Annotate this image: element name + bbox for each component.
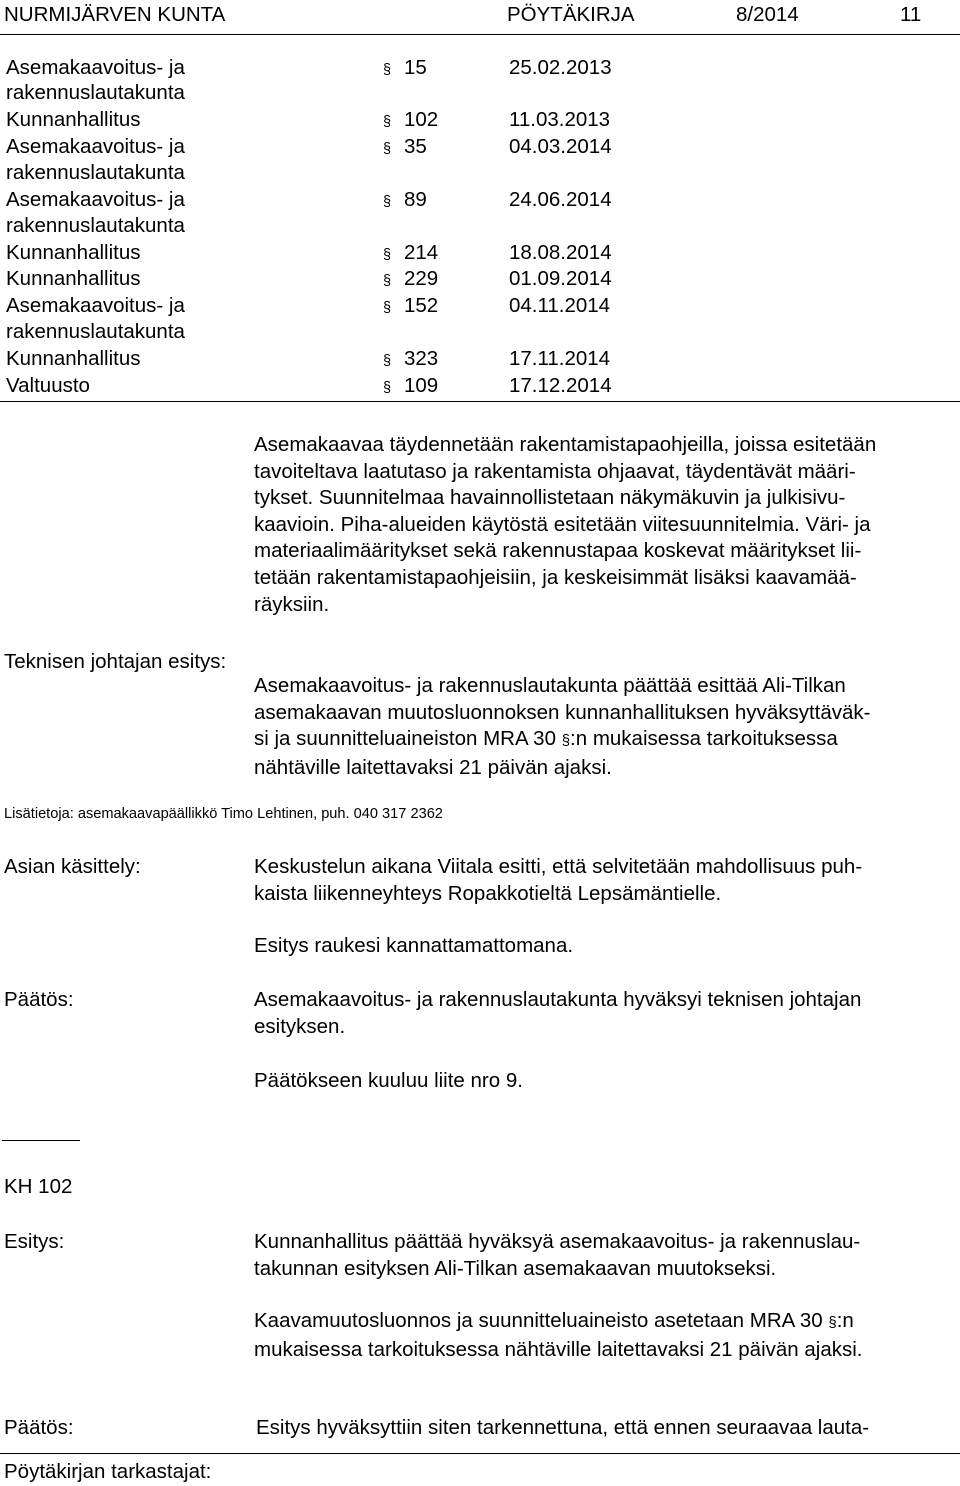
- section-sign: §: [383, 380, 392, 396]
- history-date: 01.09.2014: [509, 267, 612, 290]
- intro-line: tavoiteltava laatutaso ja rakentamista ohjaavat, täydentävät määri-: [254, 459, 856, 483]
- history-body-cont: rakennuslautakunta: [6, 320, 185, 343]
- history-body-cont: rakennuslautakunta: [6, 161, 185, 184]
- esitys-label: Esitys:: [4, 1230, 65, 1253]
- kh-section-heading: KH 102: [4, 1175, 73, 1198]
- proposal-line: Asemakaavoitus- ja rakennuslautakunta päättää esittää Ali-Tilkan: [254, 674, 846, 697]
- history-number: 109: [404, 374, 439, 397]
- header-page-number: 11: [900, 3, 922, 26]
- history-date: 25.02.2013: [509, 56, 612, 79]
- intro-line: kaavioin. Piha-alueiden käytöstä esitetään viitesuunnitelmia. Väri- ja: [254, 512, 871, 536]
- decision2-label: Päätös:: [4, 1416, 74, 1439]
- esitys-line-part: :n: [836, 1309, 854, 1332]
- header-doc-type: PÖYTÄKIRJA: [507, 3, 635, 26]
- section-sign: §: [383, 353, 392, 369]
- header-doc-number: 8/2014: [736, 3, 799, 26]
- proposal-line-part: :n mukaisessa tarkoituksessa: [570, 727, 838, 751]
- history-body: Asemakaavoitus- ja: [6, 188, 185, 211]
- history-number: 15: [404, 56, 427, 79]
- esitys-line-part: Kaavamuutosluonnos ja suunnitteluaineisto asetetaan MRA 30: [254, 1309, 829, 1332]
- history-number: 102: [404, 108, 439, 131]
- history-body: Asemakaavoitus- ja: [6, 56, 185, 79]
- history-body: Asemakaavoitus- ja: [6, 294, 185, 317]
- decision-attachment: Päätökseen kuuluu liite nro 9.: [254, 1069, 523, 1092]
- handling-line: kaista liikenneyhteys Ropakkotieltä Lepsämäntielle.: [254, 881, 722, 905]
- table-rule: [0, 401, 960, 402]
- handling-label: Asian käsittely:: [4, 855, 141, 878]
- header-rule: [0, 34, 960, 35]
- history-number: 89: [404, 188, 427, 211]
- section-sign: §: [383, 300, 392, 316]
- history-number: 35: [404, 135, 427, 158]
- proposal-label: Teknisen johtajan esitys:: [4, 650, 227, 673]
- history-number: 323: [404, 347, 439, 370]
- footer-reviewers-label: Pöytäkirjan tarkastajat:: [4, 1460, 212, 1483]
- history-date: 04.11.2014: [509, 294, 611, 317]
- handling-result: Esitys raukesi kannattamattomana.: [254, 934, 574, 957]
- proposal-line: [254, 726, 871, 755]
- proposal-line: asemakaavan muutosluonnoksen kunnanhallituksen hyväksyttäväk-: [254, 700, 871, 724]
- history-body: Kunnanhallitus: [6, 108, 141, 131]
- history-body-cont: rakennuslautakunta: [6, 214, 185, 237]
- section-separator: [2, 1140, 80, 1141]
- esitys-line: Kunnanhallitus päättää hyväksyä asemakaavoitus- ja rakennuslau-: [254, 1230, 861, 1253]
- intro-line: materiaalimääritykset sekä rakennustapaa koskevat määritykset lii-: [254, 539, 862, 563]
- decision-label: Päätös:: [4, 988, 74, 1011]
- section-sign: §: [383, 141, 392, 157]
- section-sign: §: [383, 62, 392, 78]
- handling-paragraph: [254, 854, 862, 907]
- history-number: 229: [404, 267, 439, 290]
- esitys-line: [254, 1308, 862, 1337]
- section-sign: §: [383, 194, 392, 210]
- history-date: 11.03.2013: [509, 108, 611, 131]
- intro-paragraph: [254, 432, 876, 618]
- proposal-paragraph: [254, 673, 871, 781]
- history-number: 214: [404, 241, 439, 264]
- esitys-line: mukaisessa tarkoituksessa nähtäville laitettavaksi 21 päivän ajaksi.: [254, 1337, 863, 1361]
- esitys-paragraph-2: [254, 1308, 862, 1363]
- decision-line: esityksen.: [254, 1014, 346, 1038]
- decision-line: Asemakaavoitus- ja rakennuslautakunta hyväksyi teknisen johtajan: [254, 988, 862, 1011]
- history-body: Valtuusto: [6, 374, 90, 397]
- intro-line: Asemakaavaa täydennetään rakentamistapaohjeilla, joissa esitetään: [254, 433, 877, 456]
- history-body: Kunnanhallitus: [6, 241, 141, 264]
- section-sign: §: [383, 273, 392, 289]
- info-line: Lisätietoja: asemakaavapäällikkö Timo Lehtinen, puh. 040 317 2362: [4, 806, 443, 822]
- decision-paragraph: [254, 987, 861, 1040]
- handling-line: Keskustelun aikana Viitala esitti, että selvitetään mahdollisuus puh-: [254, 855, 863, 878]
- section-sign: §: [561, 732, 571, 750]
- history-body: Kunnanhallitus: [6, 267, 141, 290]
- esitys-paragraph: [254, 1229, 860, 1282]
- history-body: Asemakaavoitus- ja: [6, 135, 185, 158]
- history-date: 24.06.2014: [509, 188, 612, 211]
- intro-line: tetään rakentamistapaohjeisiin, ja keskeisimmät lisäksi kaavamää-: [254, 565, 857, 589]
- section-sign: §: [828, 1314, 837, 1331]
- history-date: 18.08.2014: [509, 241, 612, 264]
- proposal-line-part: si ja suunnitteluaineiston MRA 30: [254, 727, 562, 751]
- intro-line: räyksiin.: [254, 592, 330, 616]
- history-date: 17.12.2014: [509, 374, 612, 397]
- footer-rule: [0, 1453, 960, 1454]
- section-sign: §: [383, 114, 392, 130]
- history-body: Kunnanhallitus: [6, 347, 141, 370]
- proposal-line: nähtäville laitettavaksi 21 päivän ajaksi.: [254, 755, 612, 779]
- header-org: NURMIJÄRVEN KUNTA: [4, 3, 226, 26]
- esitys-line: takunnan esityksen Ali-Tilkan asemakaavan muutokseksi.: [254, 1256, 777, 1280]
- history-date: 17.11.2014: [509, 347, 611, 370]
- decision2-line: Esitys hyväksyttiin siten tarkennettuna, että ennen seuraavaa lauta-: [256, 1416, 870, 1439]
- history-number: 152: [404, 294, 439, 317]
- intro-line: tykset. Suunnitelmaa havainnollistetaan näkymäkuvin ja julkisivu-: [254, 486, 846, 510]
- history-date: 04.03.2014: [509, 135, 612, 158]
- history-body-cont: rakennuslautakunta: [6, 81, 185, 104]
- section-sign: §: [383, 247, 392, 263]
